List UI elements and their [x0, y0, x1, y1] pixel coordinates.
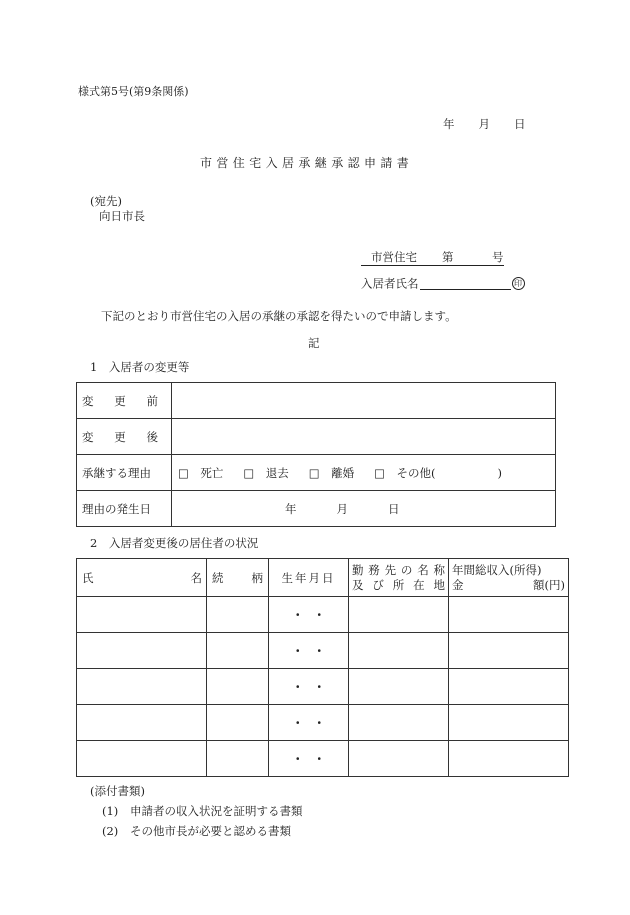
- reason-other-close: ): [497, 465, 502, 480]
- resident-name-cell[interactable]: [77, 741, 207, 777]
- resident-name-cell[interactable]: [77, 633, 207, 669]
- resident-workplace-cell[interactable]: [349, 705, 449, 741]
- applicant-name-field[interactable]: [420, 277, 511, 290]
- note-heading: 記: [308, 336, 320, 350]
- resident-name-cell[interactable]: [77, 705, 207, 741]
- resident-income-cell[interactable]: [449, 669, 569, 705]
- resident-name-cell[interactable]: [77, 669, 207, 705]
- succession-reason-label: 承継する理由: [77, 455, 172, 491]
- resident-workplace-cell[interactable]: [349, 597, 449, 633]
- table-row: [77, 705, 569, 741]
- resident-relationship-cell[interactable]: [207, 597, 269, 633]
- housing-number-line[interactable]: [361, 252, 504, 266]
- table-row: [77, 455, 556, 491]
- change-table: [76, 382, 556, 527]
- occurrence-date-label: 理由の発生日: [77, 491, 172, 527]
- table-row: [77, 669, 569, 705]
- reason-divorce-checkbox[interactable]: □ 離婚: [308, 465, 355, 480]
- table-row: [77, 597, 569, 633]
- resident-workplace-cell[interactable]: [349, 633, 449, 669]
- section2-heading: 2 入居者変更後の居住者の状況: [90, 536, 259, 550]
- resident-birthdate-cell[interactable]: ・・: [269, 633, 349, 669]
- applicant-label: 入居者氏名: [361, 276, 419, 291]
- header-workplace: 勤 務 先 の 名 称 及 び 所 在 地: [349, 559, 449, 597]
- resident-birthdate-cell[interactable]: ・・: [269, 597, 349, 633]
- month-unit: 月: [478, 117, 490, 131]
- after-change-label: 変 更 後: [77, 419, 172, 455]
- resident-birthdate-cell[interactable]: ・・: [269, 741, 349, 777]
- header-income: 年間総収入(所得) 金 額(円): [449, 559, 569, 597]
- table-row: [77, 383, 556, 419]
- request-text: 下記のとおり市営住宅の入居の承継の承認を得たいので申請します。: [101, 309, 457, 323]
- table-row: [77, 419, 556, 455]
- resident-relationship-cell[interactable]: [207, 705, 269, 741]
- housing-label: 市営住宅: [371, 250, 417, 264]
- succession-reason-options: [172, 455, 556, 491]
- occurrence-date-field[interactable]: 年 月 日: [172, 491, 556, 527]
- residents-table: [76, 558, 569, 777]
- resident-relationship-cell[interactable]: [207, 633, 269, 669]
- resident-workplace-cell[interactable]: [349, 669, 449, 705]
- table-header-row: [77, 559, 569, 597]
- resident-workplace-cell[interactable]: [349, 741, 449, 777]
- resident-income-cell[interactable]: [449, 741, 569, 777]
- day-unit: 日: [514, 117, 526, 131]
- before-change-label: 変 更 前: [77, 383, 172, 419]
- seal-icon: 印: [512, 277, 525, 290]
- table-row: [77, 491, 556, 527]
- section1-heading: 1 入居者の変更等: [90, 360, 190, 374]
- reason-move-out-checkbox[interactable]: □ 退去: [243, 465, 289, 480]
- header-relationship: 続 柄: [207, 559, 269, 597]
- table-row: [77, 633, 569, 669]
- resident-relationship-cell[interactable]: [207, 669, 269, 705]
- before-change-field[interactable]: [172, 383, 556, 419]
- date-line: [443, 119, 526, 131]
- after-change-field[interactable]: [172, 419, 556, 455]
- recipient-name: 向日市長: [99, 209, 145, 223]
- recipient-label: (宛先): [90, 194, 122, 208]
- table-row: [77, 741, 569, 777]
- housing-number-suffix: 号: [492, 250, 504, 264]
- housing-number-prefix: 第: [442, 250, 454, 264]
- attachment-item: (1) 申請者の収入状況を証明する書類: [102, 804, 303, 818]
- reason-death-checkbox[interactable]: □ 死亡: [178, 465, 224, 480]
- resident-name-cell[interactable]: [77, 597, 207, 633]
- form-number: 様式第5号(第9条関係): [78, 85, 189, 98]
- resident-birthdate-cell[interactable]: ・・: [269, 669, 349, 705]
- header-birthdate: 生年月日: [269, 559, 349, 597]
- resident-income-cell[interactable]: [449, 633, 569, 669]
- reason-other-checkbox[interactable]: □ その他(: [374, 465, 436, 480]
- resident-relationship-cell[interactable]: [207, 741, 269, 777]
- attachment-item: (2) その他市長が必要と認める書類: [102, 824, 291, 838]
- applicant-name-line: [361, 277, 525, 290]
- year-unit: 年: [443, 117, 455, 131]
- resident-birthdate-cell[interactable]: ・・: [269, 705, 349, 741]
- resident-income-cell[interactable]: [449, 705, 569, 741]
- attachments-label: (添付書類): [90, 784, 145, 798]
- resident-income-cell[interactable]: [449, 597, 569, 633]
- page-title: 市営住宅入居承継承認申請書: [200, 156, 414, 170]
- header-name: 氏 名: [77, 559, 207, 597]
